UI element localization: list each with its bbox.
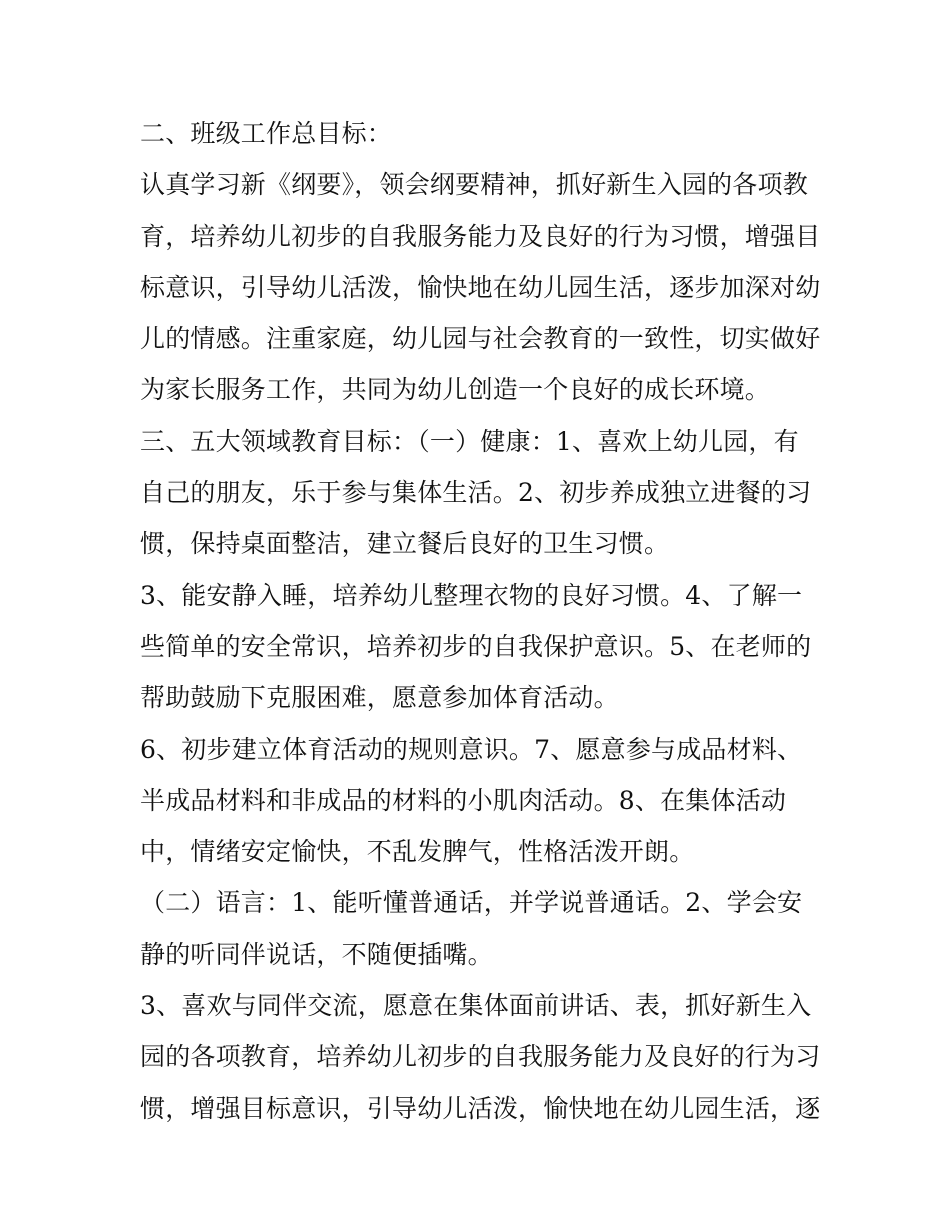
document-body bbox=[140, 108, 820, 1134]
text-line: 标意识，引导幼儿活泼，愉快地在幼儿园生活，逐步加深对幼 bbox=[140, 272, 821, 302]
heading-language: （二）语言：1、能听懂普通话，并学说普通话。2、学会安 bbox=[140, 888, 803, 918]
text-line: 些简单的安全常识，培养初步的自我保护意识。5、在老师的 bbox=[140, 631, 812, 661]
text-line: 认真学习新《纲要》，领会纲要精神，抓好新生入园的各项教 bbox=[140, 170, 808, 200]
text-line: 3、喜欢与同伴交流，愿意在集体面前讲话、表，抓好新生入 bbox=[140, 991, 812, 1021]
text-line: 帮助鼓励下克服困难，愿意参加体育活动。 bbox=[140, 683, 619, 713]
heading-five-domains: 三、五大领域教育目标：（一）健康：1、喜欢上幼儿园，有 bbox=[140, 426, 799, 456]
text-line: 中，情绪安定愉快，不乱发脾气，性格活泼开朗。 bbox=[140, 837, 695, 867]
text-line: 园的各项教育，培养幼儿初步的自我服务能力及良好的行为习 bbox=[140, 1042, 821, 1072]
text-line: 静的听同伴说话，不随便插嘴。 bbox=[140, 939, 493, 969]
text-line: 自己的朋友，乐于参与集体生活。2、初步养成独立进餐的习 bbox=[140, 478, 812, 508]
text-line: 半成品材料和非成品的材料的小肌肉活动。8、在集体活动 bbox=[140, 785, 787, 815]
text-line: 儿的情感。注重家庭，幼儿园与社会教育的一致性，切实做好 bbox=[140, 324, 821, 354]
text-line: 6、初步建立体育活动的规则意识。7、愿意参与成品材料、 bbox=[140, 734, 803, 764]
text-line: 育，培养幼儿初步的自我服务能力及良好的行为习惯，增强目 bbox=[140, 221, 821, 251]
text-line: 惯，增强目标意识，引导幼儿活泼，愉快地在幼儿园生活，逐 bbox=[140, 1093, 821, 1123]
text-line: 惯，保持桌面整洁，建立餐后良好的卫生习惯。 bbox=[140, 529, 670, 559]
text-line: 3、能安静入睡，培养幼儿整理衣物的良好习惯。4、了解一 bbox=[140, 580, 803, 610]
heading-class-goals: 二、班级工作总目标： bbox=[140, 119, 393, 148]
text-line: 为家长服务工作，共同为幼儿创造一个良好的成长环境。 bbox=[140, 375, 771, 405]
